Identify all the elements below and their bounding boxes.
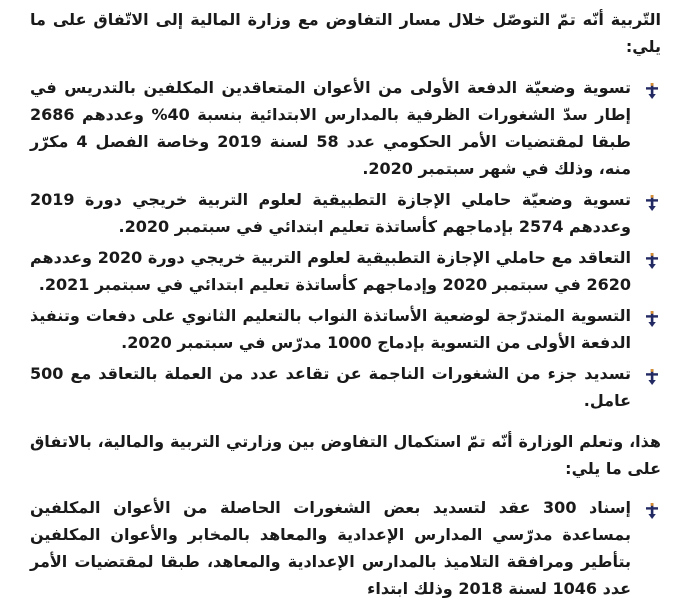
list-item-text: تسديد جزء من الشغورات الناجمة عن تقاعد عدد من العملة بالتعاقد مع 500 عامل. — [30, 364, 631, 410]
list-item-text: تسوية وضعيّة الدفعة الأولى من الأعوان المتعاقدين المكلفين بالتدريس في إطار سدّ الشغورات الظرفية بالمدارس الابتدائية بنسبة 40% وعددهم 2686 طبقا لمقتضيات الأمر الحكومي عدد 58 لسنة 2019 وخاصة الفصل 4 مكرّر منه، وذلك في شهر سبتمبر 2020. — [30, 78, 632, 178]
list-item — [30, 302, 661, 356]
down-arrow-bullet-icon — [645, 500, 659, 516]
list-item-text: التسوية المتدرّجة لوضعية الأساتذة النواب بالتعليم الثانوي على دفعات وتنفيذ الدفعة الأولى من التسوية بإدماج 1000 مدرّس في سبتمبر 2020. — [30, 306, 631, 352]
down-arrow-bullet-icon — [645, 308, 659, 324]
list-item-text: التعاقد مع حاملي الإجازة التطبيقية لعلوم التربية خريجي دورة 2020 وعددهم 2620 في سبتمبر 2020 وإدماجهم كأساتذة تعليم ابتدائي في سبتمبر 2021. — [30, 248, 631, 294]
list-item-text: تسوية وضعيّة حاملي الإجازة التطبيقية لعلوم التربية خريجي دورة 2019 وعددهم 2574 بإدماجهم كأساتذة تعليم ابتدائي في سبتمبر 2020. — [30, 190, 631, 236]
list-item — [30, 244, 661, 298]
down-arrow-bullet-icon — [645, 192, 659, 208]
list-item-text: إسناد 300 عقد لتسديد بعض الشغورات الحاصلة من الأعوان المكلفين بمساعدة مدرّسي المدارس الإعدادية والمعاهد بالمخابر والأعوان المكلفين بتأطير ومرافقة التلاميذ بالمدارس الإعدادية والمعاهد، طبقا لمقتضيات الأمر عدد 1046 لسنة 2018 وذلك ابتداء — [30, 498, 631, 598]
list-item — [30, 494, 661, 602]
down-arrow-bullet-icon — [645, 366, 659, 382]
down-arrow-bullet-icon — [645, 250, 659, 266]
list-item — [30, 360, 661, 414]
middle-paragraph: هذا، وتعلم الوزارة أنّه تمّ استكمال التفاوض بين وزارتي التربية والمالية، بالاتفاق على ما يلي: — [30, 432, 661, 478]
list-item — [30, 186, 661, 240]
list-item — [30, 74, 661, 182]
agreement-list-2 — [30, 494, 661, 602]
intro-line: التّربية أنّه تمّ التوصّل خلال مسار التفاوض مع وزارة المالية إلى الاتّفاق على ما يلي: — [30, 10, 661, 56]
agreement-list-1 — [30, 74, 661, 414]
down-arrow-bullet-icon — [645, 80, 659, 96]
